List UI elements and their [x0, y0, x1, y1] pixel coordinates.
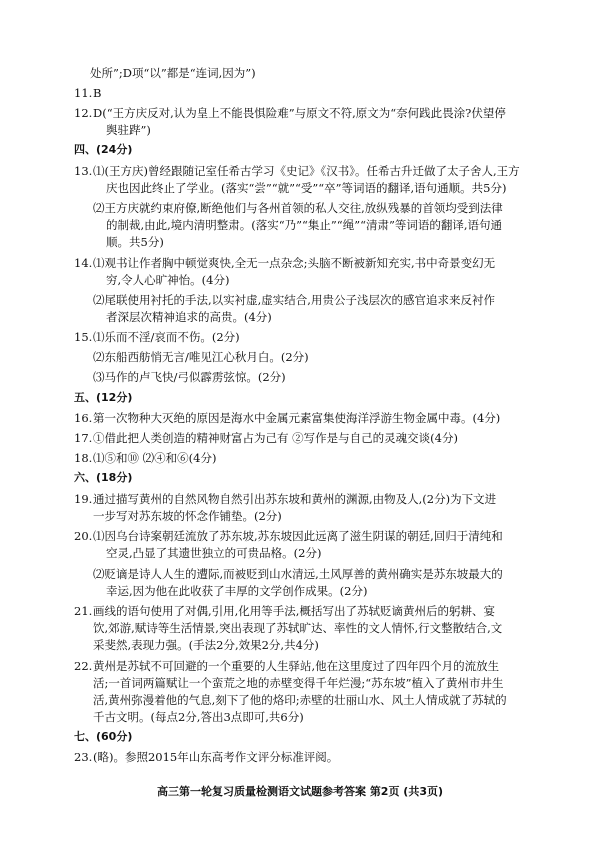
item-text: B [93, 86, 102, 100]
item-number: 13. [74, 164, 93, 178]
item-number: 18. [74, 451, 93, 465]
item-text: ⑴⑤和⑩ ⑵④和⑥(4分) [93, 451, 217, 465]
item-text: 第一次物种大灭绝的原因是海水中金属元素富集使海洋浮游生物金属中毒。(4分) [93, 411, 501, 425]
item-number: 23. [74, 750, 93, 764]
line-cont: 幸运,因为他在此收获了丰厚的文学创作成果。(2分) [106, 584, 368, 598]
line-cont: ⑵东船西舫悄无言/唯见江心秋月白。(2分) [93, 350, 309, 364]
item-text: ⑴乐而不淫/哀而不伤。(2分) [93, 330, 240, 344]
section-heading: 七、(60分) [74, 730, 133, 743]
line-cont: 处所”;D项“以”都是“连词,因为”) [90, 66, 256, 80]
item-number: 16. [74, 411, 93, 425]
item-number: 12. [74, 106, 93, 120]
item-text: ⑴观书让作者胸中顿觉爽快,全无一点杂念;头脑不断被新知充实,书中奇景变幻无 [93, 256, 496, 270]
line-cont: 活,黄州弥漫着他的气息,刻下了他的烙印;赤壁的壮丽山水、风土人情成就了苏轼的 [93, 693, 507, 707]
item-number: 22. [74, 659, 93, 673]
line-cont: 千古文明。(每点2分,答出3点即可,共6分) [93, 710, 304, 724]
section-heading: 四、(24分) [74, 143, 133, 156]
line-cont: 顺。共5分) [106, 235, 164, 249]
item-text: ⑴因乌台诗案朝廷流放了苏东坡,苏东坡因此远离了滋生阴谋的朝廷,回归于清纯和 [93, 529, 503, 543]
page-footer: 高三第一轮复习质量检测语文试题参考答案 第2页 (共3页) [156, 785, 444, 798]
item-number: 19. [74, 492, 93, 506]
item-number: 21. [74, 604, 93, 618]
item-number: 11. [74, 86, 93, 100]
item-text: D(“王方庆反对,认为皇上不能畏惧险难”与原文不符,原文为“奈何践此畏涂?伏望停 [93, 106, 506, 120]
item-number: 14. [74, 256, 93, 270]
item-text: 画线的语句使用了对偶,引用,化用等手法,概括写出了苏轼贬谪黄州后的躬耕、宴 [93, 604, 495, 618]
line-cont: ⑵尾联使用衬托的手法,以实衬虚,虚实结合,用贵公子浅层次的感官追求来反衬作 [93, 293, 495, 307]
line-cont: ⑵王方庆就约束府僚,断绝他们与各州首领的私人交往,放纵残暴的首领均受到法律 [93, 201, 503, 215]
item-text: ⑴(王方庆)曾经跟随记室任希古学习《史记》《汉书》。任希古升迁做了太子舍人,王方 [93, 164, 520, 178]
line-cont: 的制裁,由此,境内清明整肃。(落实“乃”“集止”“绳”“清肃”等词语的翻译,语句通 [106, 218, 502, 232]
line-cont: 活;一首词两篇赋让一个蛮荒之地的赤壁变得千年烂漫;“苏东坡”植入了黄州市井生 [93, 676, 504, 690]
line-cont: 一步写对苏东坡的怀念作铺垫。(2分) [93, 509, 282, 523]
line-cont: 空灵,凸显了其遗世独立的可贵品格。(2分) [106, 546, 322, 560]
item-text: 通过描写黄州的自然风物自然引出苏东坡和黄州的渊源,由物及人,(2分)为下文进 [93, 492, 497, 506]
item-text: ①借此把人类创造的精神财富占为己有 ②写作是与自己的灵魂交谈(4分) [93, 431, 458, 445]
item-number: 15. [74, 330, 93, 344]
item-text: 黄州是苏轼不可回避的一个重要的人生驿站,他在这里度过了四年四个月的流放生 [93, 659, 500, 673]
line-cont: 舆驻跸”) [106, 123, 151, 137]
line-cont: 者深层次精神追求的高贵。(4分) [106, 310, 272, 324]
line-cont: 饮,郊游,赋诗等生活情景,突出表现了苏轼旷达、率性的文人情怀,行文整散结合,文 [93, 621, 503, 635]
line-cont: 穷,令人心旷神怡。(4分) [106, 273, 230, 287]
item-number: 17. [74, 431, 93, 445]
section-heading: 五、(12分) [74, 391, 133, 404]
line-cont: ⑵贬谪是诗人人生的遭际,而被贬到山水清远,土风厚善的黄州确实是苏东坡最大的 [93, 567, 503, 581]
section-heading: 六、(18分) [74, 471, 133, 484]
line-cont: 庆也因此终止了学业。(落实“尝”“就”“受”“卒”等词语的翻译,语句通顺。共5分) [106, 181, 507, 195]
line-cont: ⑶马作的卢飞快/弓似霹雳弦惊。(2分) [93, 370, 286, 384]
item-number: 20. [74, 529, 93, 543]
item-text: (略)。参照2015年山东高考作文评分标准评阅。 [93, 750, 339, 764]
line-cont: 采斐然,表现力强。(手法2分,效果2分,共4分) [93, 638, 319, 652]
